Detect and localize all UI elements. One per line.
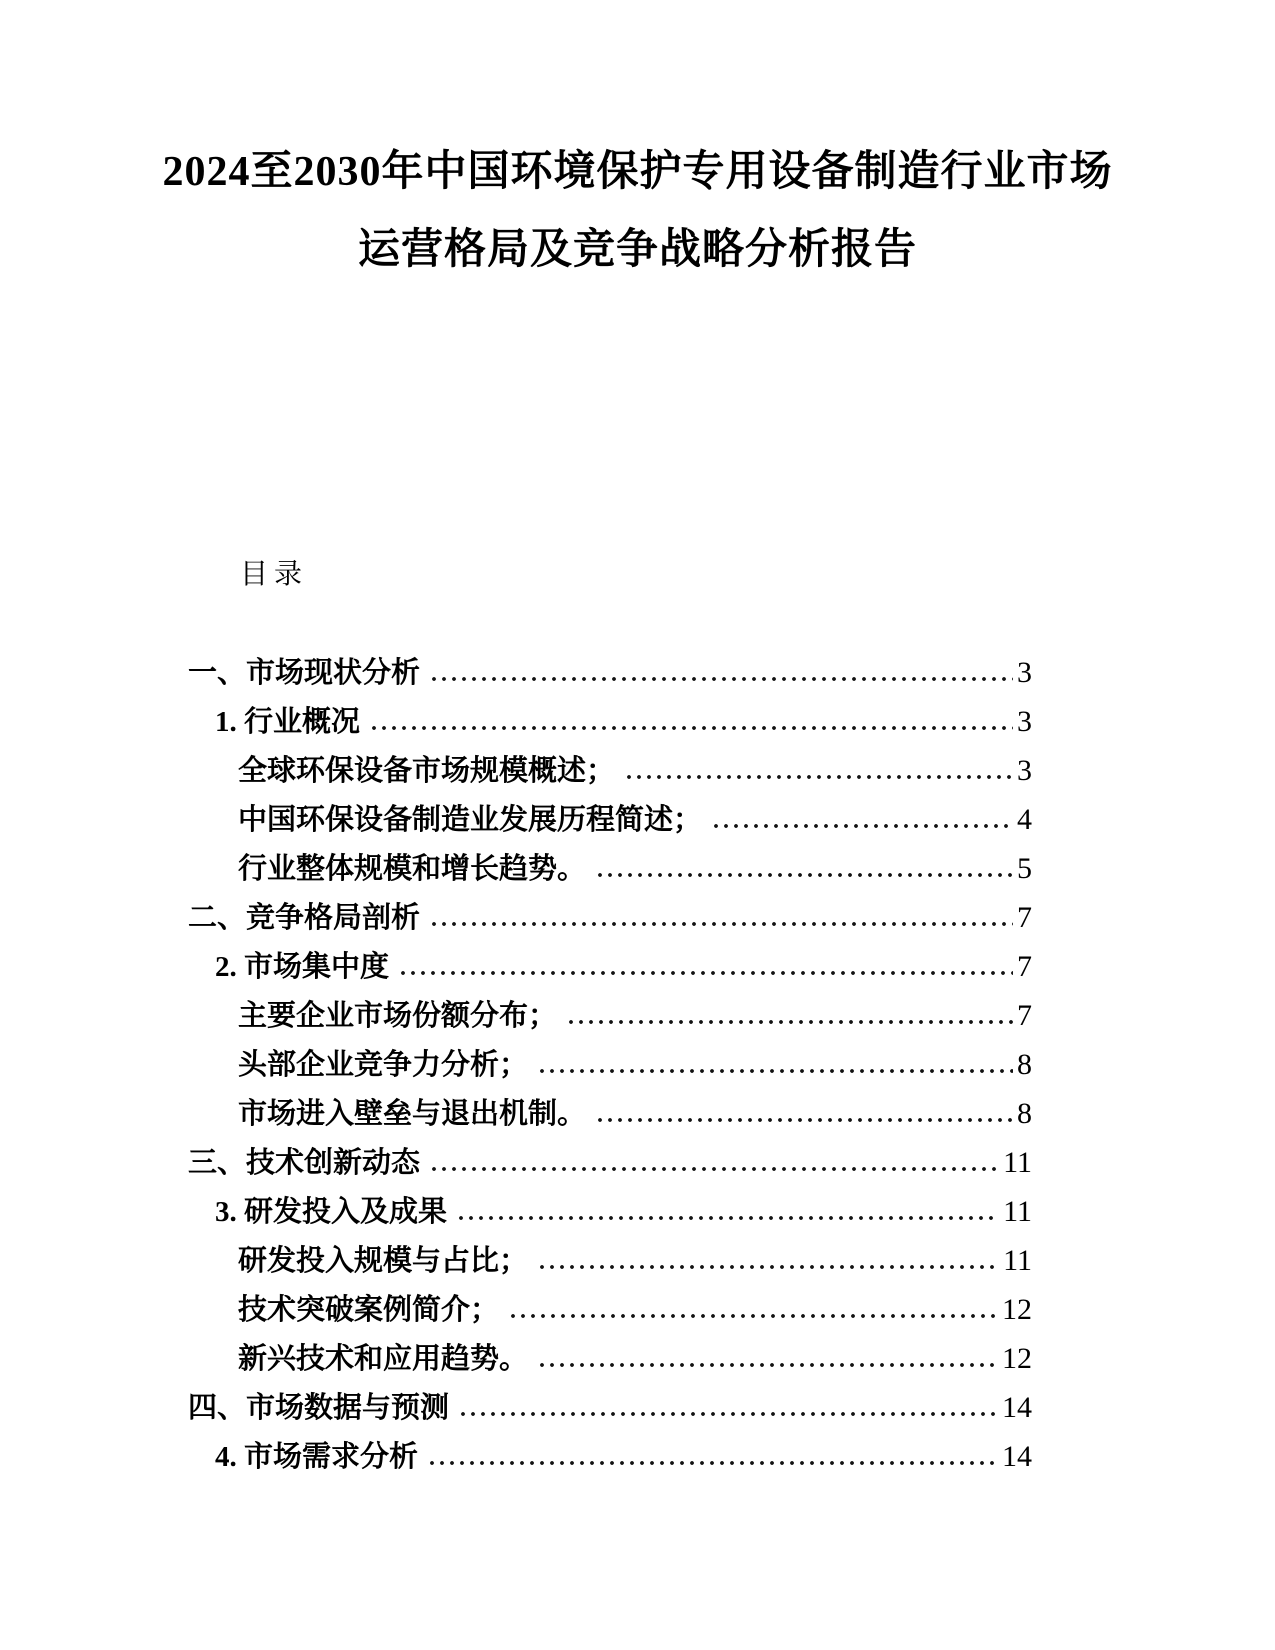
toc-entry: [188, 1432, 1032, 1481]
toc-leader-dots: [537, 1068, 1013, 1074]
toc-entry-page: 12: [1002, 1342, 1032, 1375]
toc-entry-label: 一、市场现状分析: [188, 657, 421, 689]
toc-entry: [188, 648, 1032, 697]
toc-entry-label: 技术突破案例简介；: [238, 1294, 500, 1326]
toc-entry-page: 3: [1017, 705, 1032, 738]
report-title: [0, 133, 1275, 289]
toc-entry-page: 7: [1017, 950, 1032, 983]
toc-entry: [188, 893, 1032, 942]
toc-entry-page: 8: [1017, 1097, 1032, 1130]
toc-entry-label: 行业整体规模和增长趋势。: [238, 853, 587, 885]
toc-leader-dots: [427, 1460, 998, 1466]
toc-entry-label: 全球环保设备市场规模概述；: [238, 755, 616, 787]
report-title-line-1: 2024至2030年中国环境保护专用设备制造行业市场: [162, 149, 1113, 195]
toc-entry-page: 12: [1002, 1293, 1032, 1326]
toc-entry: [188, 1089, 1032, 1138]
toc-entry-page: 11: [1003, 1146, 1032, 1179]
report-title-line-2: 运营格局及竞争战略分析报告: [357, 227, 917, 273]
toc-entry: [188, 746, 1032, 795]
toc-entry-label: 研发投入规模与占比；: [238, 1245, 529, 1277]
toc-leader-dots: [508, 1313, 998, 1319]
toc-entry-page: 3: [1017, 754, 1032, 787]
toc-entry-page: 7: [1017, 999, 1032, 1032]
toc-entry-page: 4: [1017, 803, 1032, 836]
toc-entry: [188, 1187, 1032, 1236]
toc-leader-dots: [711, 823, 1013, 829]
toc-entry-label: 1. 行业概况: [215, 706, 361, 738]
toc-entry: [188, 1236, 1032, 1285]
toc-entry: [188, 1138, 1032, 1187]
toc-entry-label: 新兴技术和应用趋势。: [238, 1343, 529, 1375]
toc-leader-dots: [624, 774, 1013, 780]
toc-entry-page: 3: [1017, 656, 1032, 689]
toc-leader-dots: [456, 1215, 999, 1221]
toc-entry: [188, 991, 1032, 1040]
toc-entry-label: 4. 市场需求分析: [215, 1441, 419, 1473]
toc-entry-label: 2. 市场集中度: [215, 951, 390, 983]
toc-entry-page: 8: [1017, 1048, 1032, 1081]
toc-entry-page: 11: [1003, 1195, 1032, 1228]
toc-leader-dots: [566, 1019, 1013, 1025]
toc-entry: [188, 1334, 1032, 1383]
toc-leader-dots: [398, 970, 1013, 976]
toc-entry-label: 二、竞争格局剖析: [188, 902, 421, 934]
toc-entry-label: 市场进入壁垒与退出机制。: [238, 1098, 587, 1130]
toc-leader-dots: [595, 1117, 1013, 1123]
toc-entry-page: 14: [1002, 1440, 1032, 1473]
toc-entry-page: 7: [1017, 901, 1032, 934]
toc-entry-label: 3. 研发投入及成果: [215, 1196, 448, 1228]
toc-entry: [188, 844, 1032, 893]
toc-entry-label: 头部企业竞争力分析；: [238, 1049, 529, 1081]
toc-entry-page: 11: [1003, 1244, 1032, 1277]
toc-leader-dots: [369, 725, 1013, 731]
toc-entry-page: 14: [1002, 1391, 1032, 1424]
toc-entry-label: 主要企业市场份额分布；: [238, 1000, 558, 1032]
toc-heading: 目录: [240, 559, 309, 590]
toc-entry-label: 四、市场数据与预测: [188, 1392, 450, 1424]
toc-leader-dots: [537, 1264, 999, 1270]
toc-leader-dots: [429, 1166, 999, 1172]
toc-entry-page: 5: [1017, 852, 1032, 885]
toc-leader-dots: [595, 872, 1013, 878]
toc-entry-label: 中国环保设备制造业发展历程简述；: [238, 804, 703, 836]
toc-leader-dots: [429, 921, 1013, 927]
toc-entry: [188, 1285, 1032, 1334]
toc-list: [188, 648, 1032, 1481]
toc-leader-dots: [537, 1362, 998, 1368]
toc-entry: [188, 795, 1032, 844]
toc-leader-dots: [458, 1411, 998, 1417]
toc-entry-label: 三、技术创新动态: [188, 1147, 421, 1179]
toc-entry: [188, 1040, 1032, 1089]
toc-entry: [188, 697, 1032, 746]
toc-entry: [188, 942, 1032, 991]
toc-entry: [188, 1383, 1032, 1432]
toc-leader-dots: [429, 676, 1013, 682]
